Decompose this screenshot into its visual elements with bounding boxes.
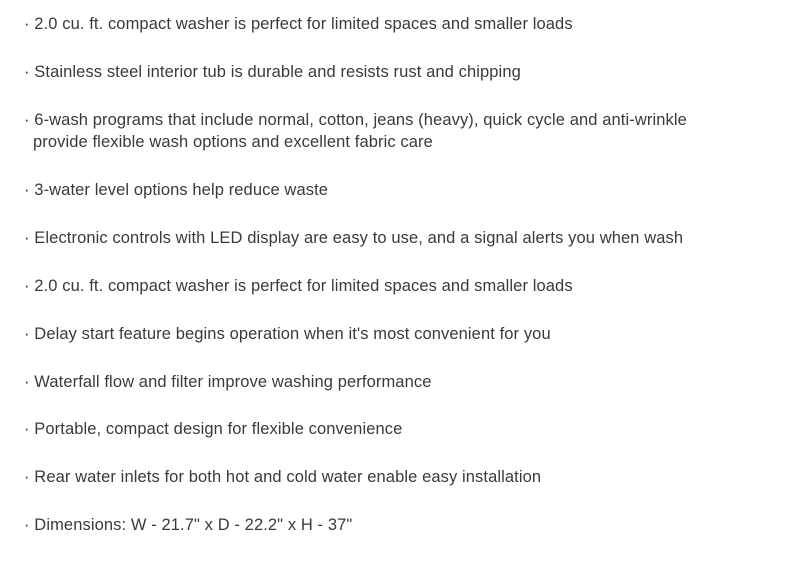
bullet-icon: ·: [24, 180, 30, 199]
bullet-icon: ·: [24, 468, 30, 487]
list-item-text: 3-water level options help reduce waste: [34, 180, 329, 199]
list-item: [24, 419, 729, 441]
bullet-icon: ·: [24, 372, 30, 391]
list-item: [24, 14, 729, 36]
bullet-icon: ·: [24, 110, 30, 129]
bullet-icon: ·: [24, 15, 30, 33]
list-item: [24, 62, 729, 84]
list-item: [24, 324, 729, 346]
list-item: [24, 515, 729, 537]
list-item-text: Electronic controls with LED display are easy to use, and a signal alerts you when wash: [34, 228, 684, 247]
bullet-icon: ·: [24, 516, 30, 535]
bullet-icon: ·: [24, 276, 30, 295]
list-item-text: Dimensions: W - 21.7" x D - 22.2" x H - 37": [34, 516, 353, 535]
bullet-icon: ·: [24, 420, 30, 439]
bullet-icon: ·: [24, 228, 30, 247]
list-item-text: Waterfall flow and filter improve washing performance: [34, 372, 432, 391]
bullet-icon: ·: [24, 324, 30, 343]
list-item: [24, 180, 729, 202]
list-item-text: Rear water inlets for both hot and cold water enable easy installation: [34, 468, 542, 487]
list-item-text: Stainless steel interior tub is durable and resists rust and chipping: [34, 62, 521, 81]
list-item-text: 2.0 cu. ft. compact washer is perfect for limited spaces and smaller loads: [34, 276, 573, 295]
list-item: [24, 110, 729, 154]
list-item-text: Portable, compact design for flexible convenience: [34, 420, 403, 439]
list-item: [24, 467, 729, 489]
list-item: [24, 276, 729, 298]
list-item: [24, 228, 729, 250]
list-item-text: Delay start feature begins operation when it's most convenient for you: [34, 324, 551, 343]
list-item-text: 2.0 cu. ft. compact washer is perfect for limited spaces and smaller loads: [34, 15, 573, 33]
list-item: [24, 372, 729, 394]
list-item-text: 6-wash programs that include normal, cotton, jeans (heavy), quick cycle and anti-wrinkle provide flexible wash options and excellent fabric care: [33, 110, 687, 151]
bullet-icon: ·: [24, 62, 30, 81]
